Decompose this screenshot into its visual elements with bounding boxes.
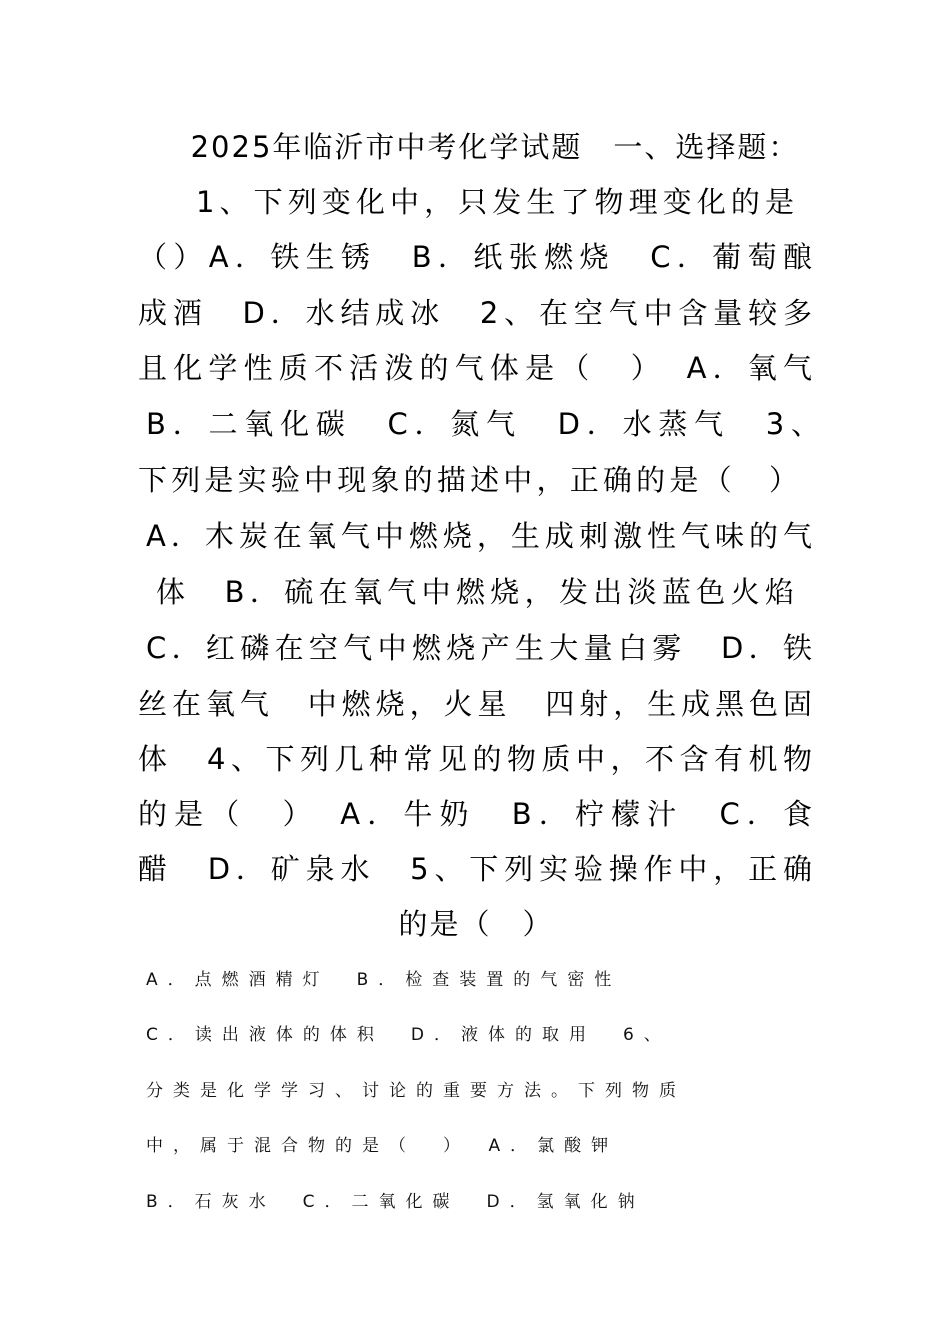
question-5-stem-end: 的是（ ） (398, 907, 554, 941)
question-4-stem-line: 体 4、下列几种常见的物质中，不含有机物 (138, 742, 814, 776)
question-3-option-c-line: C．红磷在空气中燃烧产生大量白雾 D．铁 (146, 631, 814, 665)
question-5-options-cd: C．读出液体的体积 D．液体的取用 6、 (146, 1025, 671, 1045)
question-3-option-d-line: 丝在氧气 中燃烧，火星 四射，生成黑色固 (138, 687, 814, 721)
question-3-stem-line: 下列是实验中现象的描述中，正确的是（ ） (138, 463, 800, 497)
question-2-options-line: B．二氧化碳 C．氮气 D．水蒸气 3、 (146, 407, 822, 441)
question-1-stem: 1、下列变化中，只发生了物理变化的是 (196, 185, 796, 219)
question-1-options-line: （）A．铁生锈 B．纸张燃烧 C．葡萄酿 (138, 240, 814, 274)
question-5-options-ab: A．点燃酒精灯 B．检查装置的气密性 (146, 970, 622, 990)
question-2-stem-line: 且化学性质不活泼的气体是（ ） A．氧气 (138, 351, 814, 385)
question-text-line: 成酒 D．水结成冰 2、在空气中含量较多 (138, 296, 814, 330)
question-3-option-a-line: A．木炭在氧气中燃烧，生成刺激性气味的气 (146, 519, 814, 553)
question-6-stem-option-a: 中，属于混合物的是（ ） A．氯酸钾 (146, 1136, 619, 1156)
question-3-option-b-line: 体 B．硫在氧气中燃烧，发出淡蓝色火焰 (156, 575, 796, 609)
document-title-line: 2025年临沂市中考化学试题 一、选择题： (190, 130, 800, 164)
question-6-options-bcd: B．石灰水 C．二氧化碳 D．氢氧化钠 (146, 1192, 645, 1212)
question-6-stem-line: 分类是化学学习、讨论的重要方法。下列物质 (146, 1081, 686, 1101)
question-4-options-line: 的是（ ） A．牛奶 B．柠檬汁 C．食 (138, 797, 814, 831)
question-5-stem-line: 醋 D．矿泉水 5、下列实验操作中，正确 (138, 852, 814, 886)
